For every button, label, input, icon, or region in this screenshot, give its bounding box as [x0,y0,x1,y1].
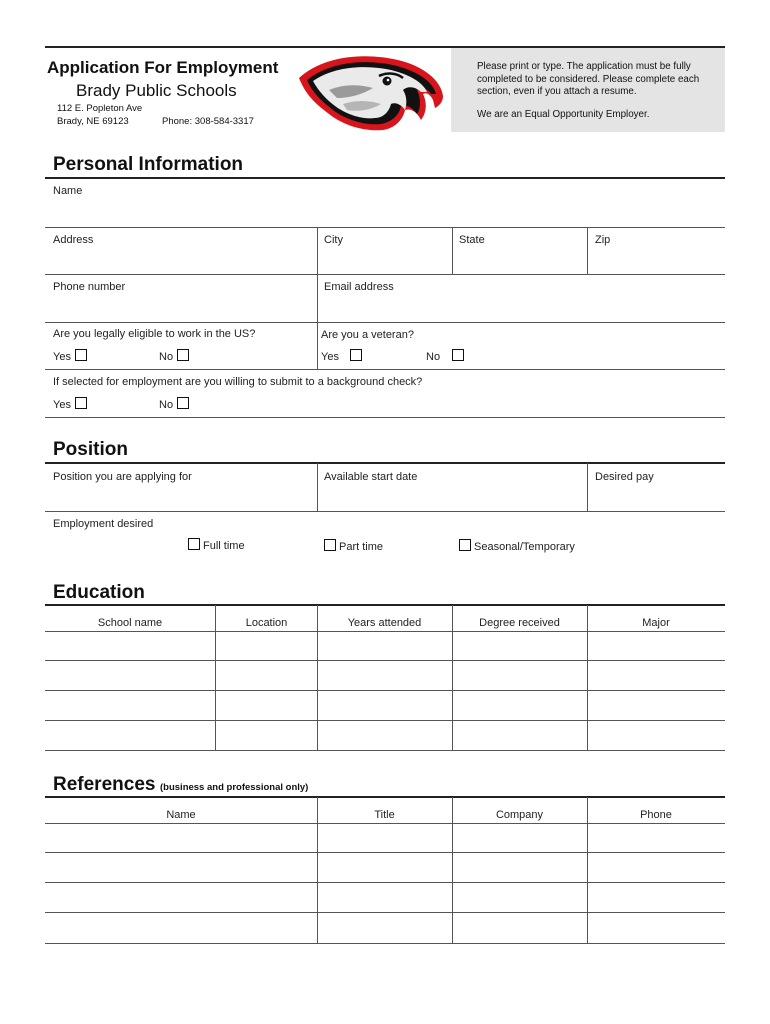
city-field[interactable] [318,228,451,274]
background-question: If selected for employment are you willing to submit to a background check? [53,376,423,388]
reference-row[interactable] [45,824,725,852]
veteran-question: Are you a veteran? [321,329,414,341]
part-time-option[interactable] [324,539,383,553]
reference-row[interactable] [45,913,725,943]
state-label: State [459,234,485,246]
veteran-no[interactable] [426,349,464,363]
state-field[interactable] [453,228,586,274]
address-line-2: Brady, NE 69123 [57,116,129,127]
education-row[interactable] [45,632,725,660]
position-heading: Position [53,439,128,460]
no-label: No [426,351,441,363]
employment-desired-label: Employment desired [53,518,154,530]
eligible-yes-checkbox[interactable] [75,349,87,361]
school-phone: Phone: 308-584-3317 [162,116,254,127]
reference-row[interactable] [45,853,725,882]
address-field[interactable] [45,228,315,274]
veteran-no-checkbox[interactable] [452,349,464,361]
part-time-checkbox[interactable] [324,539,336,551]
veteran-yes-checkbox[interactable] [350,349,362,361]
full-time-option[interactable] [188,538,245,552]
start-date-label: Available start date [324,471,418,483]
eeo-statement: We are an Equal Opportunity Employer. [477,109,650,120]
edu-col-location: Location [245,617,288,629]
phone-label: Phone number [53,281,126,293]
background-yes-checkbox[interactable] [75,397,87,409]
ref-col-company: Company [495,809,544,821]
veteran-yes[interactable] [321,349,362,363]
yes-label: Yes [53,351,71,363]
eagle-logo-icon [293,50,448,135]
seasonal-option[interactable] [459,539,575,553]
zip-field[interactable] [588,228,725,274]
address-label: Address [53,234,94,246]
education-row[interactable] [45,661,725,690]
no-label: No [159,399,174,411]
eligible-yes[interactable] [53,349,87,363]
background-no-checkbox[interactable] [177,397,189,409]
education-row[interactable] [45,691,725,720]
position-applying-label: Position you are applying for [53,471,192,483]
eligible-question: Are you legally eligible to work in the US? [53,328,256,340]
background-yes[interactable] [53,397,87,411]
start-date-field[interactable] [318,464,586,510]
page-title: Application For Employment [47,58,279,77]
yes-label: Yes [53,399,71,411]
full-time-label: Full time [203,540,245,552]
notice-text: Please print or type. The application must be fully completed to be considered. Please complete each section, even if you attach a resume. [477,61,700,97]
eligible-no[interactable] [159,349,189,363]
seasonal-checkbox[interactable] [459,539,471,551]
name-field[interactable] [45,178,725,226]
edu-col-major: Major [642,617,670,629]
part-time-label: Part time [339,541,384,553]
personal-info-heading: Personal Information [53,154,244,175]
reference-row[interactable] [45,883,725,912]
edu-col-degree: Degree received [479,617,560,629]
name-label: Name [53,185,83,197]
eligible-no-checkbox[interactable] [177,349,189,361]
edu-col-school: School name [97,617,163,629]
references-heading: References [53,774,156,795]
education-row[interactable] [45,721,725,750]
ref-col-phone: Phone [640,809,672,821]
yes-label: Yes [321,351,339,363]
school-name: Brady Public Schools [76,81,237,100]
full-time-checkbox[interactable] [188,538,200,550]
ref-col-name: Name [166,809,196,821]
no-label: No [159,351,174,363]
desired-pay-label: Desired pay [595,471,654,483]
city-label: City [324,234,343,246]
edu-col-years: Years attended [347,617,422,629]
email-label: Email address [324,281,394,293]
position-applying-field[interactable] [45,464,315,510]
background-no[interactable] [159,397,189,411]
ref-col-title: Title [374,809,395,821]
seasonal-label: Seasonal/Temporary [474,541,575,553]
education-heading: Education [53,582,145,603]
phone-field[interactable] [45,275,315,321]
references-subheading: (business and professional only) [160,782,309,793]
zip-label: Zip [595,234,611,246]
desired-pay-field[interactable] [588,464,725,510]
email-field[interactable] [318,275,725,321]
address-line-1: 112 E. Popleton Ave [57,103,143,114]
